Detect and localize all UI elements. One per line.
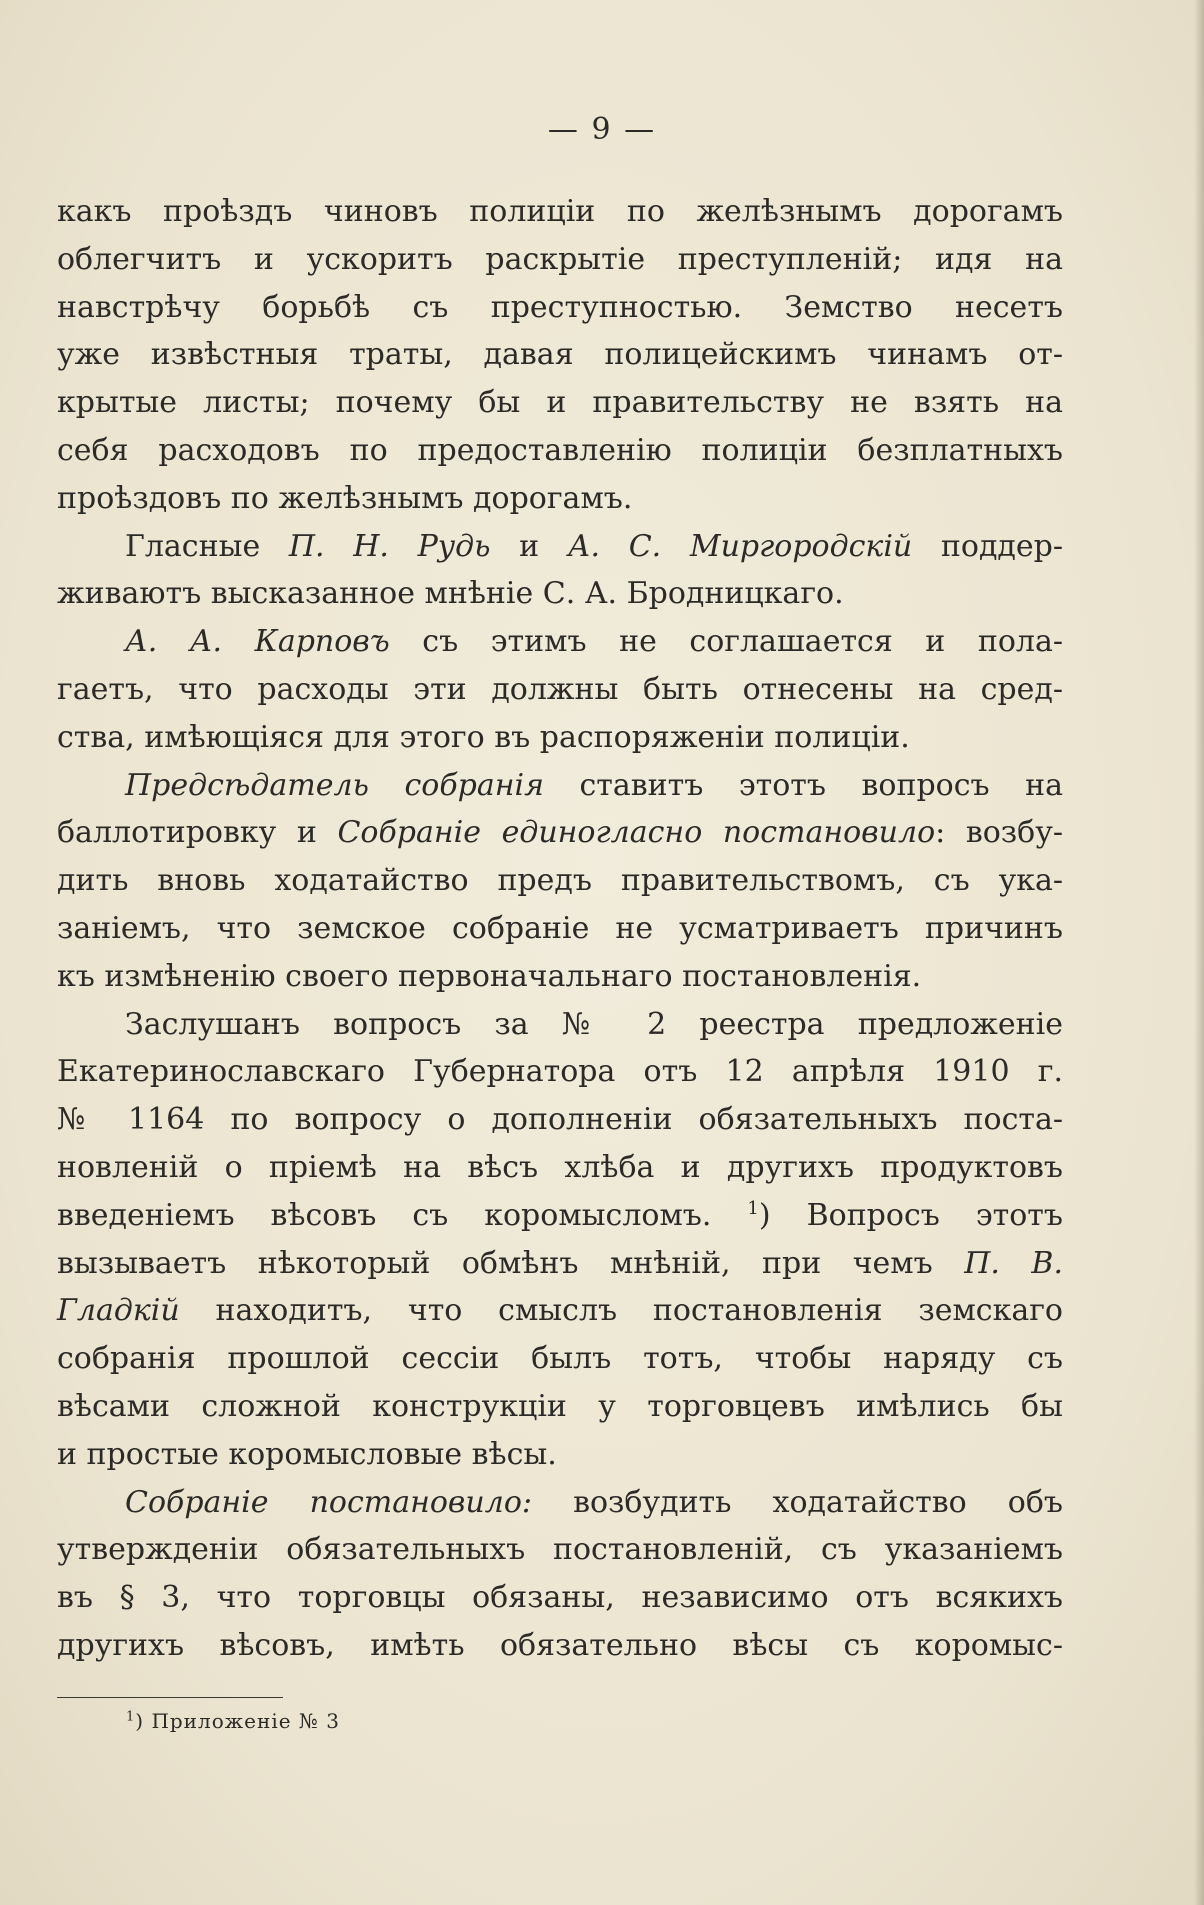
page-number: — 9 — (547, 112, 657, 147)
text-line (57, 618, 1063, 666)
body-text (57, 188, 1063, 1670)
speaker-name: Предсѣдатель собранія (125, 767, 544, 803)
text-line: крытые листы; почему бы и правительству не взять на (57, 385, 1063, 421)
footnote-reference: 1 (747, 1197, 759, 1219)
text-line: новленій о пріемѣ на вѣсъ хлѣба и другихъ продуктовъ (57, 1149, 1063, 1185)
resolution-phrase: Собраніе единогласно постановило (337, 815, 936, 851)
footnote-text: ) Приложеніе № 3 (135, 1709, 340, 1733)
text-line: другихъ вѣсовъ, имѣть обязательно вѣсы съ коромыс- (57, 1627, 1063, 1663)
speaker-name: Гладкій (57, 1293, 180, 1329)
text-line: навстрѣчу борьбѣ съ преступностью. Земство несетъ (57, 289, 1063, 325)
text-line: себя расходовъ по предоставленію полиціи безплатныхъ (57, 432, 1063, 468)
text-line (57, 1287, 1063, 1335)
text-line: ства, имѣющіяся для этого въ распоряженіи полиціи. (57, 719, 910, 755)
page-edge-shadow (1194, 0, 1204, 1905)
text-line: гаетъ, что расходы эти должны быть отнесены на сред- (57, 671, 1063, 707)
speaker-name: П. Н. Рудь (288, 528, 491, 564)
text-line: дить вновь ходатайство предъ правительствомъ, съ ука- (57, 863, 1063, 899)
text-span: введеніемъ вѣсовъ съ коромысломъ. (57, 1197, 748, 1233)
text-line: какъ проѣздъ чиновъ полиціи по желѣзнымъ дорогамъ (57, 194, 1063, 229)
text-span: съ этимъ не соглашается и пола- (389, 624, 1063, 660)
text-span: и (490, 528, 568, 564)
text-line: № 1164 по вопросу о дополненіи обязательныхъ поста- (57, 1102, 1063, 1138)
text-line (57, 1240, 1063, 1288)
text-span: поддер- (912, 528, 1063, 564)
text-span: : возбу- (935, 815, 1064, 851)
text-span: Гласные (125, 528, 289, 564)
text-line: собранія прошлой сессіи былъ тотъ, чтобы наряду съ (57, 1341, 1063, 1377)
text-line: утвержденіи обязательныхъ постановленій, съ указаніемъ (57, 1532, 1063, 1568)
footnote-divider (57, 1697, 283, 1698)
footnote (126, 1709, 340, 1733)
text-line: заніемъ, что земское собраніе не усматриваетъ причинъ (57, 910, 1063, 946)
text-line: проѣздовъ по желѣзнымъ дорогамъ. (57, 480, 633, 516)
text-line (57, 809, 1063, 857)
resolution-phrase: Собраніе постановило: (125, 1484, 532, 1520)
text-line: вѣсами сложной конструкціи у торговцевъ имѣлись бы (57, 1388, 1063, 1424)
footnote-marker: 1 (126, 1709, 136, 1725)
text-line: Екатеринославскаго Губернатора отъ 12 апрѣля 1910 г. (57, 1054, 1063, 1090)
text-span: баллотировку и (57, 815, 338, 851)
speaker-name: А. С. Миргородскій (567, 528, 913, 564)
text-span: ставитъ этотъ вопросъ на (543, 767, 1064, 803)
text-line: облегчитъ и ускоритъ раскрытіе преступленій; идя на (57, 241, 1063, 277)
text-span: вызываетъ нѣкоторый обмѣнъ мнѣній, при чемъ (57, 1245, 965, 1281)
text-line (57, 523, 1063, 571)
text-line: уже извѣстныя траты, давая полицейскимъ чинамъ от- (57, 337, 1063, 373)
text-line: въ § 3, что торговцы обязаны, независимо отъ всякихъ (57, 1580, 1063, 1616)
text-line (57, 1479, 1063, 1527)
text-line: и простые коромысловые вѣсы. (57, 1436, 557, 1472)
text-line: къ измѣненію своего первоначальнаго постановленія. (57, 958, 922, 994)
text-line: Заслушанъ вопросъ за № 2 реестра предложеніе (125, 1006, 1063, 1042)
text-line: живаютъ высказанное мнѣніе С. А. Бродницкаго. (57, 576, 844, 612)
speaker-name: А. А. Карповъ (125, 624, 390, 660)
speaker-name: П. В. (964, 1245, 1063, 1281)
text-span: ) Вопросъ этотъ (758, 1197, 1063, 1233)
text-line (57, 1192, 1063, 1240)
text-line (57, 762, 1063, 810)
text-span: возбудить ходатайство объ (532, 1484, 1063, 1520)
text-span: находитъ, что смыслъ постановленія земскаго (179, 1293, 1063, 1329)
